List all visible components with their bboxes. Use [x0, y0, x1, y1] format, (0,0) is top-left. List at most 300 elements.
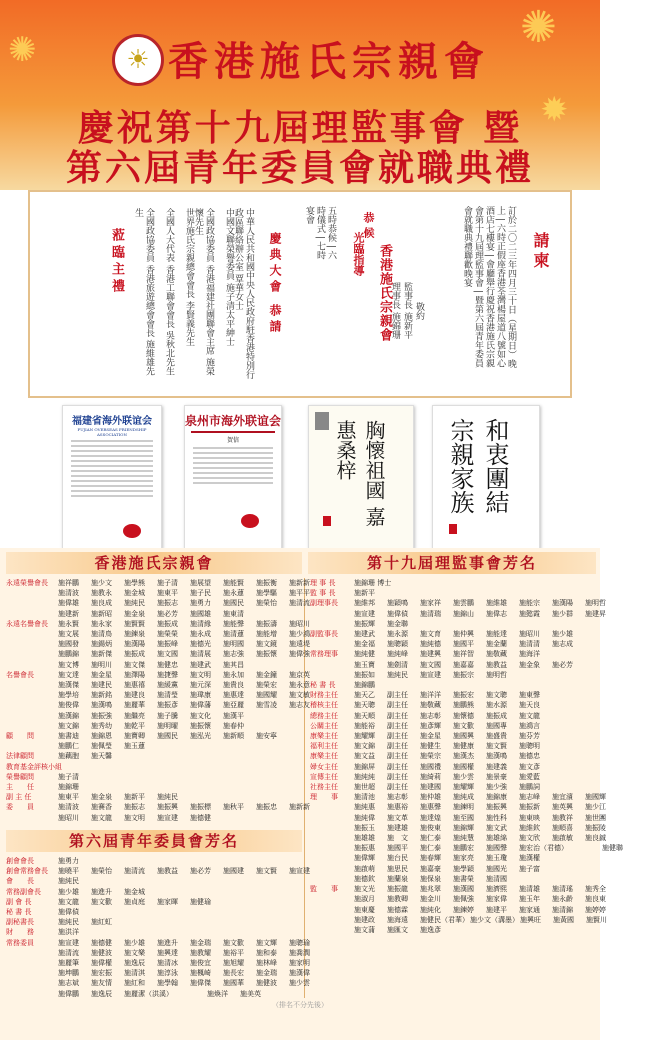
member-name: 施榮怡: [256, 599, 277, 608]
list-row: [6, 813, 302, 823]
member-name: [91, 772, 124, 782]
role-label: 康樂主任: [310, 752, 338, 761]
member-name: 施惠禧: [124, 681, 145, 690]
member-name: 施建義: [486, 762, 507, 771]
member-name: 施健康: [453, 742, 474, 751]
member-name: 施貴良: [223, 681, 244, 690]
member-name: 施家祥: [420, 599, 441, 608]
list-row: [6, 680, 310, 690]
member-name: 施鵬熊: [453, 701, 474, 710]
member-name: 施漢陽: [552, 599, 573, 608]
member-name: 施俊偉: [58, 701, 79, 710]
member-name: 施能聲: [223, 619, 244, 628]
member-name: 施建國: [420, 783, 441, 792]
member-name: 施雲鵬: [453, 599, 474, 608]
member-name: 施榮榮: [157, 630, 178, 639]
member-name: 施健波: [91, 948, 112, 957]
member-name: 施維邦: [354, 599, 375, 608]
role-label: [310, 619, 354, 629]
member-name: [157, 762, 190, 772]
member-name: [585, 853, 618, 863]
list-row: [310, 751, 598, 761]
member-name: [453, 619, 486, 629]
member-name: 施振龍: [387, 885, 408, 894]
list-row: [310, 598, 606, 608]
list-row: [310, 874, 598, 884]
member-name: 施景豪: [486, 772, 507, 781]
member-name: 施德光: [190, 640, 211, 649]
member-name: [124, 782, 157, 792]
member-name: 施漢平: [223, 711, 244, 720]
member-name: 施敬藏: [420, 701, 441, 710]
member-name: 施教益: [486, 660, 507, 669]
list-row: [6, 772, 302, 782]
member-name: [585, 874, 618, 884]
member-name: 施東映: [519, 813, 540, 822]
emblem-icon: ☀: [112, 34, 164, 86]
member-name: 施天馨: [91, 752, 112, 761]
member-name: 施文達: [58, 670, 79, 679]
invitation-title: 請柬: [531, 232, 550, 272]
list-row: [6, 690, 310, 700]
member-name: 施漢國: [453, 885, 474, 894]
member-name: 施貞庭: [124, 897, 145, 906]
member-name: 施教益: [157, 867, 178, 876]
member-name: 施國光: [486, 864, 507, 873]
member-name: 施建昇: [585, 609, 606, 618]
member-name: 施國雄: [190, 609, 211, 618]
role-label: 社務主任: [310, 783, 338, 792]
member-name: [124, 907, 157, 917]
member-name: [569, 843, 602, 853]
member-name: 施紅虹: [91, 918, 112, 927]
member-name: 施楓崎: [190, 969, 211, 978]
member-name: 施清冰: [157, 959, 178, 968]
member-name: 施進升: [91, 887, 112, 896]
member-name: 施進升: [157, 938, 178, 947]
member-name: 施俊宜: [190, 959, 211, 968]
member-name: 施振惠: [354, 844, 375, 853]
member-name: 施振志: [157, 599, 178, 608]
invitation-body: 訂於二〇二三年四月三十日（星期日）晚上 | 六時正假座香港荃灣楊屋道八號如心酒店七樓宴 | 會廳舉行慶祝香港施氏宗親會第十九屆理監事會 | 暨第六屆青年委員會就職典禮聯歡晚宴: [462, 206, 516, 368]
member-name: 施懿霞: [519, 609, 540, 618]
member-name: 施嘉嘉: [453, 660, 474, 669]
member-name: [256, 772, 289, 782]
member-name: 施勇力: [58, 857, 79, 865]
member-name: 施學培: [58, 691, 79, 700]
member-name: 施文欣: [519, 834, 540, 843]
member-name: 施維雄: [486, 599, 507, 608]
doc-calligraphy-1: [308, 405, 414, 549]
role-label: [310, 670, 354, 680]
role-label: 理 事 長: [310, 579, 336, 587]
member-name: 施思民: [387, 864, 408, 873]
list-row: [310, 578, 598, 588]
member-name: 施聰明: [519, 742, 540, 751]
member-name: [585, 629, 618, 639]
list-row: [310, 711, 598, 721]
member-name: 施東平: [157, 589, 178, 598]
member-name: 施榮宏: [256, 681, 277, 690]
member-name: [585, 639, 618, 649]
member-name: [157, 856, 190, 866]
list-row: [6, 802, 310, 812]
role-label: [6, 813, 58, 823]
member-name: 施偉強: [289, 650, 310, 659]
member-name: 施匯文: [387, 925, 408, 934]
member-name: 施健生: [420, 742, 441, 751]
member-name: [256, 711, 289, 721]
member-name: [190, 927, 223, 937]
member-name: 施漢錦: [58, 711, 79, 720]
role-label: [310, 639, 354, 649]
member-name: [124, 856, 157, 866]
member-name: 施水源: [486, 701, 507, 710]
member-name: 施玉蓮: [124, 742, 145, 751]
invitation-guest-1: 中華人民共和國中央人民政府駐香港特別行政區聯絡辦公室 覃華女士: [233, 208, 254, 379]
member-name: 施子騰: [157, 711, 178, 720]
member-name: 施偉偵: [387, 609, 408, 618]
member-name: 施清瑤: [552, 885, 573, 894]
member-name: 施海遠: [387, 915, 408, 924]
member-name: 施建民: [91, 681, 112, 690]
member-name: 施純民: [157, 793, 178, 802]
member-name: 施振衡: [256, 579, 277, 587]
member-name: [519, 925, 552, 935]
member-name: 施賢川: [586, 915, 607, 924]
member-name: 施文歡: [91, 897, 112, 906]
member-name: 施永賢: [58, 619, 79, 628]
role-label: 永遠名譽會長: [6, 619, 48, 628]
member-name: 施能宗: [519, 599, 540, 608]
member-name: 施麗華: [124, 701, 145, 710]
list-row: [310, 802, 606, 812]
member-name: 施永加: [223, 670, 244, 679]
role-label: 顧 問: [6, 732, 34, 741]
role-label: 副 主 任: [6, 793, 32, 802]
member-name: 施振成: [486, 711, 507, 720]
member-name: 施國耀: [256, 691, 277, 700]
member-name: 施嘉豪: [420, 864, 441, 873]
invitation-supervisor: 監事長 施新平: [402, 282, 412, 339]
role-label: [310, 813, 354, 823]
member-name: 施國聲: [486, 844, 507, 853]
member-name: 施清雄: [519, 885, 540, 894]
member-name: 施建雄: [387, 823, 408, 832]
doc-subtitle: 贺信: [226, 437, 239, 444]
member-name: 施錫炳: [91, 640, 112, 649]
member-name: [552, 925, 585, 935]
member-name: [552, 731, 585, 741]
member-name: 施玉瓊: [486, 854, 507, 863]
role-label: 婦女主任: [310, 762, 338, 771]
list-row: [310, 792, 606, 802]
member-name: 施泓光: [190, 732, 211, 741]
member-name: 施佩瑩: [91, 742, 112, 751]
list-row: [310, 619, 598, 629]
invitation-attend: 蒞臨主禮: [109, 228, 124, 296]
list-row: [310, 864, 598, 874]
list-row: [6, 876, 302, 886]
member-name: [124, 917, 157, 927]
member-name: 施興達: [157, 948, 178, 957]
member-name: 施健聯: [602, 844, 623, 853]
member-name: 施新順: [223, 732, 244, 741]
member-name: 施文武: [486, 823, 507, 832]
member-name: [552, 680, 585, 690]
member-name: 施振懷: [190, 721, 211, 730]
member-name: [552, 588, 585, 598]
member-name: 施英興: [552, 803, 573, 812]
member-name: 施文傑: [124, 660, 145, 669]
member-name: [223, 876, 256, 886]
role-label: 教育基金評核小組: [6, 762, 62, 771]
member-name: 施家明: [289, 959, 310, 968]
member-name: 施文龍: [91, 813, 112, 822]
member-name: 施建武: [354, 630, 375, 639]
member-name: [585, 680, 618, 690]
member-name: 施金瑞: [190, 938, 211, 947]
member-name: 施仲雄: [420, 793, 441, 802]
member-name: 副主任: [387, 721, 408, 730]
member-name: 施雄綿: [486, 834, 507, 843]
member-name: [602, 578, 635, 588]
firework-icon: ✹: [540, 90, 569, 130]
member-name: [91, 782, 124, 792]
member-name: 施逸辰: [91, 989, 112, 998]
role-label: 副理事長: [310, 599, 338, 608]
member-name: 施永源: [387, 630, 408, 639]
member-name: 施明哲: [585, 599, 606, 608]
member-name: [157, 917, 190, 927]
member-name: 施學驅: [256, 589, 277, 598]
member-name: 施國發: [58, 640, 79, 649]
member-name: [552, 874, 585, 884]
role-label: 財務主任: [310, 691, 338, 700]
right-section-title: 第十九屆理監事會芳名: [308, 552, 596, 574]
member-name: [190, 741, 223, 751]
member-name: 施仲興: [453, 630, 474, 639]
member-name: 施偉偵: [58, 908, 79, 917]
left-member-list: [6, 578, 310, 823]
member-name: 施曉平: [58, 867, 79, 876]
member-name: 施維欽: [519, 823, 540, 832]
member-name: 施漢鳴: [91, 701, 112, 710]
member-name: 施淑月: [354, 895, 375, 904]
doc-quanzhou-letter: [184, 405, 282, 549]
role-label: [6, 711, 58, 721]
member-name: 副主任: [387, 772, 408, 781]
member-name: 施建平: [486, 905, 507, 914]
list-row: [310, 731, 598, 741]
list-row: [6, 907, 302, 917]
member-name: 施惠裕: [387, 803, 408, 812]
member-name: [256, 609, 289, 619]
member-name: 施文聰: [486, 691, 507, 700]
member-name: [256, 762, 289, 772]
member-name: [552, 670, 585, 680]
member-name: [223, 856, 256, 866]
member-name: 施穎鳴: [387, 599, 408, 608]
member-name: [256, 792, 289, 802]
invitation-org: 香港施氏宗親會: [377, 244, 392, 342]
banner: [0, 0, 600, 190]
member-name: 施少群: [552, 609, 573, 618]
role-label: [310, 894, 354, 904]
member-name: 施榮怡: [91, 867, 112, 876]
member-name: [223, 792, 256, 802]
member-name: [157, 876, 190, 886]
member-name: 施國興: [453, 732, 474, 741]
member-name: 施振懷: [256, 650, 277, 659]
role-label: 委 員: [6, 803, 34, 812]
member-name: 施天良: [519, 701, 540, 710]
member-name: 施純純: [354, 772, 375, 781]
seal-icon: [449, 524, 457, 534]
member-name: 施漢偉: [289, 969, 310, 978]
member-name: 施清波: [58, 589, 79, 598]
member-name: 施金象: [519, 660, 540, 669]
member-name: 施志彰: [387, 793, 408, 802]
member-name: 施德欽: [354, 874, 375, 883]
member-name: [519, 588, 552, 598]
member-name: 施安寧: [256, 732, 277, 741]
member-name: 施文蒲: [354, 925, 375, 934]
role-label: 副 會 長: [6, 897, 32, 906]
list-row: [6, 968, 310, 978]
role-label: [310, 660, 354, 670]
role-label: 宣傳主任: [310, 772, 338, 781]
member-name: 施志友: [289, 701, 310, 710]
member-name: 施東慶: [354, 905, 375, 914]
role-label: [6, 649, 58, 659]
member-name: 施偉權: [91, 959, 112, 968]
headline-line-2: 第六屆青年委員會就職典禮: [65, 147, 534, 189]
member-name: 施德霖: [387, 905, 408, 914]
member-name: 施煥洋: [207, 989, 228, 998]
member-name: 施志斌: [58, 979, 79, 988]
member-name: [503, 578, 536, 588]
member-name: 施藕胞: [58, 752, 79, 761]
member-name: 施金星: [91, 670, 112, 679]
member-name: 施錦輝: [453, 823, 474, 832]
member-name: [157, 927, 190, 937]
list-row: [6, 660, 302, 670]
member-name: 施清瑞: [420, 609, 441, 618]
invitation-guest-2: 中國文聯榮譽委員 施子清太平紳士: [224, 208, 234, 346]
member-name: 施振興: [157, 803, 178, 812]
member-name: 施文博: [58, 660, 79, 669]
member-name: 施永齡: [552, 895, 573, 904]
member-name: 施昭川: [58, 813, 79, 822]
member-name: [190, 751, 223, 761]
role-label: [6, 680, 58, 690]
member-name: 施必芳: [157, 609, 178, 618]
member-name: 施仁泰: [420, 834, 441, 843]
list-row: [310, 721, 598, 731]
member-name: [157, 782, 190, 792]
member-name: [124, 772, 157, 782]
member-name: 施純化: [420, 905, 441, 914]
member-name: 施文錦: [354, 742, 375, 751]
member-name: [387, 680, 420, 690]
member-name: 施振陵: [585, 823, 606, 832]
member-name: 施京英: [289, 670, 310, 679]
role-label: 主 任: [6, 783, 34, 792]
member-name: 施學翰: [157, 979, 178, 988]
list-row: [6, 762, 302, 772]
member-name: 施勇力: [190, 599, 211, 608]
member-name: 施國建: [223, 867, 244, 876]
member-name: 施亞麗: [223, 701, 244, 710]
org-title: 香港施氏宗親會: [168, 38, 490, 85]
member-name: 施玉寶: [354, 660, 375, 669]
member-name: 施振彥: [157, 701, 178, 710]
member-name: 施文輝: [256, 938, 277, 947]
list-row: [6, 948, 310, 958]
member-name: 施純偉: [354, 813, 375, 822]
member-name: 施黃國: [553, 915, 574, 924]
member-name: 施捷聲: [157, 670, 178, 679]
list-row: [310, 894, 606, 904]
member-name: 施純峰: [387, 650, 408, 659]
member-name: 施玉年: [519, 895, 540, 904]
member-name: 施文歡: [453, 721, 474, 730]
doc-title: 泉州市海外联谊会: [185, 414, 282, 428]
member-name: 施清淇: [124, 969, 145, 978]
member-name: 施宣建: [289, 867, 310, 876]
member-name: [273, 989, 306, 999]
member-name: [157, 772, 190, 782]
member-name: 施鵬錦: [58, 650, 79, 659]
member-name: 施宣建: [157, 813, 178, 822]
member-name: 施德健: [91, 938, 112, 947]
member-name: 施和泰: [256, 948, 277, 957]
member-name: 施宣建: [354, 609, 375, 618]
member-name: [58, 762, 91, 772]
member-name: 施麗潔（洪溪）: [124, 989, 173, 998]
member-name: 施志強: [223, 650, 244, 659]
member-name: [256, 813, 289, 823]
member-name: 施國禮: [420, 762, 441, 771]
invitation-guest-4: 世界施氏宗親總會會長 李賢義先生: [184, 208, 194, 346]
member-name: 施麗筆: [58, 959, 79, 968]
member-name: 施宏治（君德）: [519, 844, 568, 853]
member-name: 施清展: [190, 650, 211, 659]
member-name: 施榮宗: [420, 752, 441, 761]
role-label: 榮譽顧問: [6, 772, 34, 781]
member-name: 施東清: [223, 609, 244, 618]
member-name: [190, 876, 223, 886]
member-name: 施書迪: [58, 732, 79, 741]
member-name: 施文賢: [486, 742, 507, 751]
member-name: 施婷婷: [585, 905, 606, 914]
member-name: [124, 762, 157, 772]
member-name: 施偉輝: [354, 854, 375, 863]
role-label: 總務主任: [310, 711, 338, 720]
member-name: 副主任: [387, 732, 408, 741]
role-label: [310, 823, 354, 833]
role-label: [310, 925, 354, 935]
member-name: 施錦珊 博士: [354, 579, 392, 587]
member-name: [619, 915, 652, 925]
member-name: [552, 690, 585, 700]
member-name: 施純民: [387, 670, 408, 679]
member-name: 施振成: [157, 619, 178, 628]
member-name: 施金鐘: [256, 670, 277, 679]
member-name: 施新新: [289, 803, 310, 812]
list-row: [6, 731, 302, 741]
